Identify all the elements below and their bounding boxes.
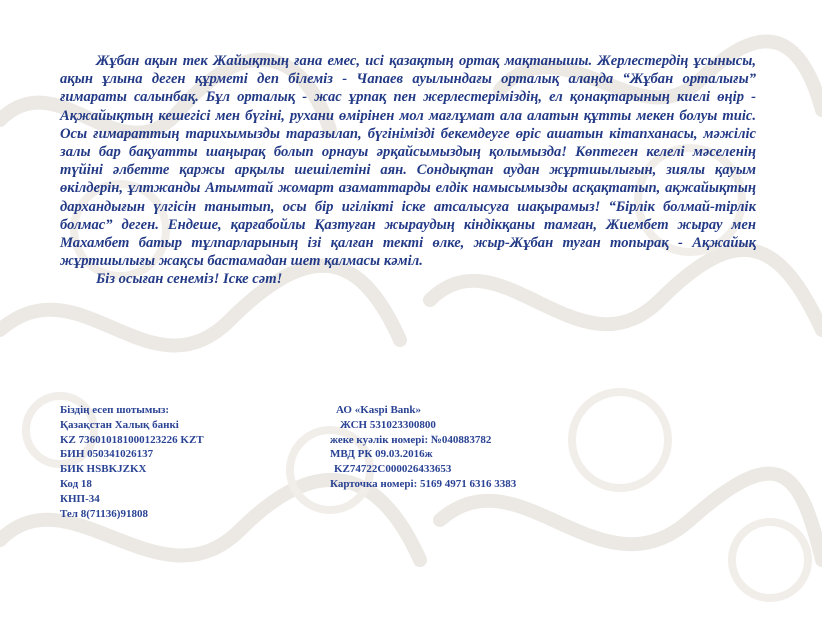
letter-paragraph-closing: Біз осыған сенеміз! Іске сәт! — [96, 271, 283, 288]
account-label: Біздің есеп шотымыз: — [60, 404, 170, 416]
bank-name-kaspi: АО «Kaspi Bank» — [336, 404, 422, 416]
bin-number: БИН 050341026137 — [60, 448, 154, 461]
iban-halyk: KZ 736010181000123226 KZT — [60, 433, 204, 446]
knp-code: КНП-34 — [60, 492, 100, 505]
letter-paragraph-main: Жұбан ақын тек Жайықтың ғана емес, исі қазақтың ортақ мақтанышы. Жерлестердің ұсынысы, ақын ұлына деген құрметі деп білеміз - Чапаев ауылындағы орталық алаңда “Жұбан орталығы” ғимараты салынбақ. Бұл орталық - жас ұрпақ пен жерлестеріміздің, ел қонақтарының киелі өңір - Ақжайықтың кешегісі мен бүгіні, рухани өмірінен мол мағлұмат ала алатын құтты мекен болуы тиіс. Осы ғимараттың тарихымызды таразылап, бүгінімізді бекемдеуге өріс ашатын кітапханасы, мәжіліс залы бар бақуатты шаңырақ болып орнауы әрқайсымыздың қолымызда! Көптеген келелі мәселенің түйіні әлбетте қаржы арқылы шешілетіні аян. Сондықтан аудан жұртшылығын, зиялы қауым өкілдерін, ұлтжанды Атымтай жомарт азаматтарды елдік намысымызды асқақтатып, ақжайықтың дархандығын үлгісін танытып, осы бір игілікті іске атсалысуға шақырамыз! “Бірлік болмай-тірлік болмас” деген. Ендеше, қарғабойлы Қазтуған жыраудың кіндікқаны тамған, Жиембет жырау мен Махамбет батыр тұлпарларының ізі қалған текті өлке, жыр-Жұбан туған топырақ - Ақжайық жұртшылығы жақсы бастамадан шет қалмасы кәміл. — [60, 53, 756, 270]
bank-details-halyk — [60, 403, 204, 521]
id-issued: МВД РК 09.03.2016ж — [330, 448, 433, 461]
letter-body — [60, 52, 756, 289]
account-kaspi: KZ74722C000026433653 — [334, 463, 452, 476]
bank-details-kaspi — [330, 403, 516, 492]
bank-name-halyk: Қазақстан Халық банкі — [60, 418, 179, 431]
bik-code: БИК HSBKJZKX — [60, 463, 147, 476]
iin-number: ЖСН 531023300800 — [340, 418, 436, 431]
phone-number: Тел 8(71136)91808 — [60, 507, 148, 520]
kod-code: Код 18 — [60, 477, 92, 490]
card-number: Карточка номері: 5169 4971 6316 3383 — [330, 477, 517, 490]
id-card-number: жеке куәлік номері: №040883782 — [330, 433, 492, 446]
